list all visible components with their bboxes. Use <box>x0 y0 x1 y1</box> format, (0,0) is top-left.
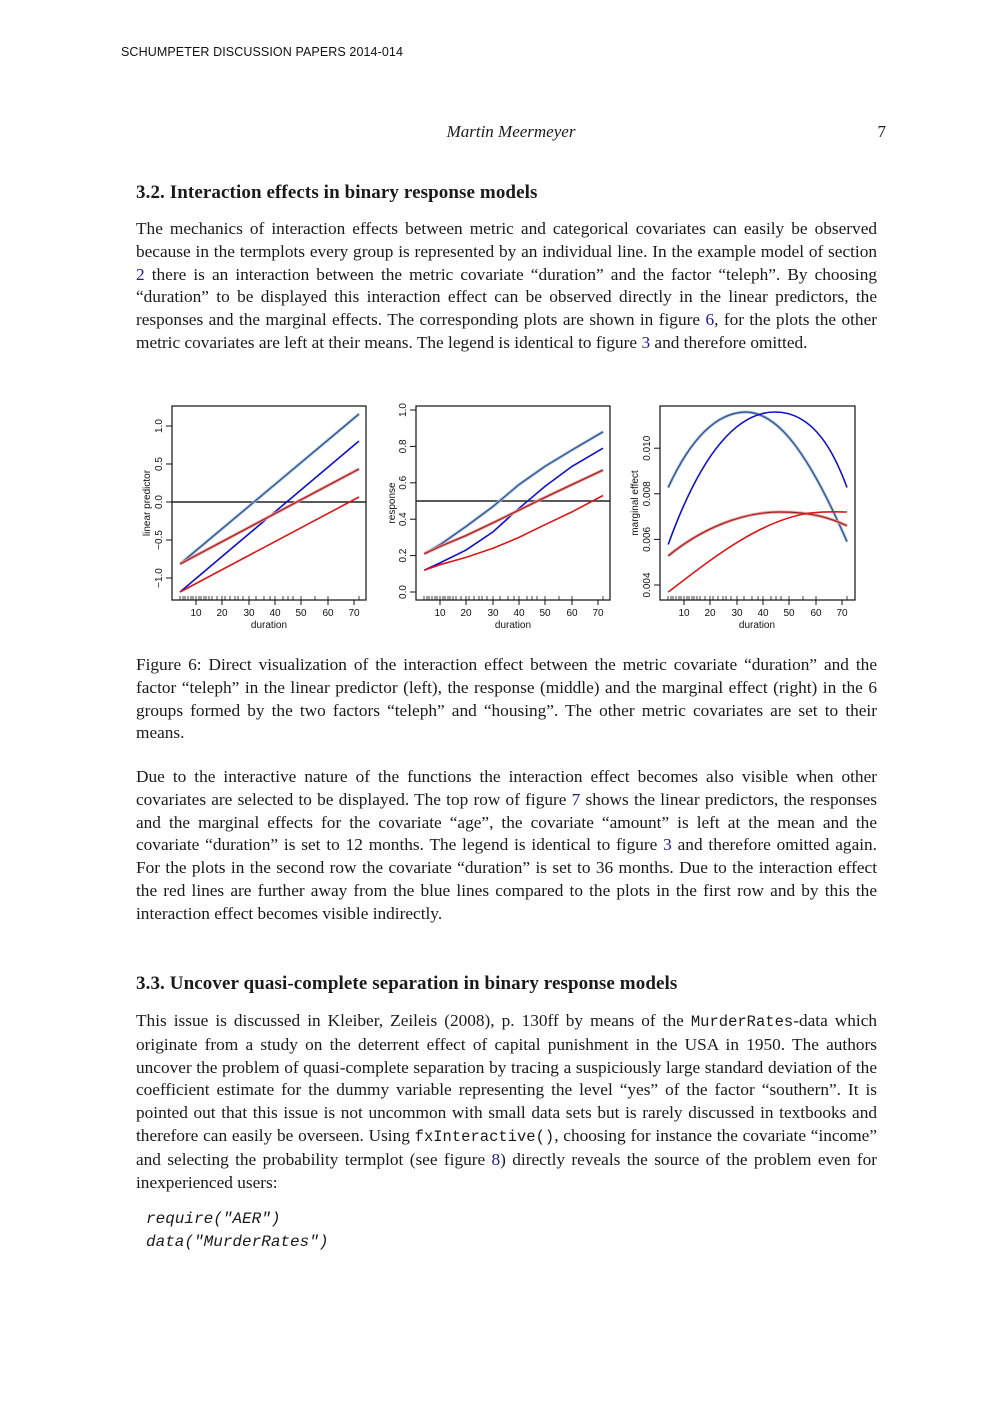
x-axis-label: duration <box>738 620 776 631</box>
xtick-label: 30 <box>487 608 499 619</box>
xtick-label: 40 <box>513 608 525 619</box>
xtick-label: 50 <box>539 608 551 619</box>
text: ) directly reveals the source of the problem even for inexperienced users: <box>136 1149 877 1192</box>
section-heading-3-2: 3.2. Interaction effects in binary response models <box>136 182 538 203</box>
ytick-label: −0.5 <box>154 530 165 550</box>
author-name: Martin Meermeyer <box>446 122 576 141</box>
ytick-label: 1.0 <box>154 419 165 433</box>
text: This issue is discussed in Kleiber, Zeileis (2008), p. 130ff by means of the <box>136 1011 691 1030</box>
ytick-label: 0.006 <box>642 526 653 552</box>
ytick-label: 0.0 <box>398 585 409 599</box>
series-line <box>424 496 603 571</box>
plot-marginal-effect <box>630 406 855 631</box>
paragraph-interaction-effects <box>136 218 877 355</box>
figure-ref-link[interactable]: 7 <box>571 789 581 809</box>
ytick-label: 0.004 <box>642 572 653 598</box>
text: , for the plots the other metric covariates are left at their means. The legend is identical to figure <box>136 310 877 352</box>
x-axis-label: duration <box>250 620 288 631</box>
xtick-label: 70 <box>592 608 604 619</box>
x-axis-label: duration <box>494 620 532 631</box>
ytick-label: 0.2 <box>398 548 409 563</box>
figure-ref-link[interactable]: 8 <box>491 1149 501 1169</box>
figure-ref-link[interactable]: 3 <box>663 835 672 855</box>
page-header <box>136 122 886 146</box>
code-inline: MurderRates <box>690 1013 794 1031</box>
xtick-label: 40 <box>269 608 281 619</box>
y-axis-label: linear predictor <box>142 469 153 537</box>
series-line <box>668 412 847 542</box>
xtick-label: 20 <box>460 608 472 619</box>
series-line <box>180 497 359 592</box>
plot-response <box>387 403 610 631</box>
xtick-label: 40 <box>757 608 769 619</box>
xtick-label: 10 <box>190 608 202 619</box>
series-line <box>668 412 847 545</box>
section-heading-3-3: 3.3. Uncover quasi-complete separation in binary response models <box>136 973 678 994</box>
figure-ref-link[interactable]: 6 <box>705 310 715 330</box>
section-ref-link[interactable]: 2 <box>136 264 145 284</box>
ytick-label: 0.8 <box>398 439 409 454</box>
paragraph-quasi-separation <box>136 1010 877 1194</box>
series-line <box>668 512 847 556</box>
y-axis-label: response <box>387 482 398 524</box>
xtick-label: 20 <box>216 608 228 619</box>
xtick-label: 70 <box>836 608 848 619</box>
text: Due to the interactive nature of the functions the interaction effect becomes also visible when other covariates are selected to be displayed. The top row of figure <box>136 767 877 809</box>
text: , choosing for instance the covariate “income” and selecting the probability termplot (see figure <box>136 1125 877 1169</box>
text: shows the linear predictors, the responses and the marginal effects for the covariate “age”, the covariate “amount” is left at the mean and the covariate “duration” is set to 12 months. The legend is identical to figure <box>136 789 877 855</box>
series-line <box>668 512 847 592</box>
xtick-label: 70 <box>348 608 360 619</box>
figure-ref-link[interactable]: 3 <box>641 332 651 352</box>
xtick-label: 20 <box>704 608 716 619</box>
code-line: data("MurderRates") <box>146 1232 329 1251</box>
xtick-label: 60 <box>810 608 822 619</box>
xtick-label: 10 <box>678 608 690 619</box>
xtick-label: 10 <box>434 608 446 619</box>
xtick-label: 50 <box>295 608 307 619</box>
paragraph-interactive-nature <box>136 766 877 926</box>
ytick-label: 0.4 <box>398 512 409 527</box>
xtick-label: 60 <box>566 608 578 619</box>
code-inline: fxInteractive() <box>414 1127 555 1146</box>
figure-6-plots <box>130 395 870 640</box>
xtick-label: 30 <box>243 608 255 619</box>
text: there is an interaction between the metric covariate “duration” and the factor “teleph”. By choosing “duration” to be displayed this interaction effect can be observed directly in the linear predictors, the responses and the marginal effects. The corresponding plots are shown in figure <box>136 264 877 330</box>
running-head: SCHUMPETER DISCUSSION PAPERS 2014-014 <box>121 45 404 59</box>
plot-linear-predictor <box>142 406 366 631</box>
xtick-label: 50 <box>783 608 795 619</box>
y-axis-label: marginal effect <box>630 470 641 536</box>
ytick-label: −1.0 <box>154 568 165 588</box>
figure-6 <box>130 395 870 640</box>
ytick-label: 0.010 <box>642 435 653 461</box>
code-block <box>146 1208 328 1253</box>
series-line <box>424 432 603 554</box>
text: -data which originate from a study on the deterrent effect of capital punishment in the USA in 1950. The authors uncover the problem of quasi-complete separation by tracing a suspiciously large standard deviation of the coefficient estimate for the dummy variable representing the level “yes” of the factor “southern”. It is pointed out that this issue is not uncommon with small data sets but is rarely discussed in textbooks and therefore can easily be overseen. Using <box>136 1011 878 1145</box>
text: and therefore omitted again. For the plots in the second row the covariate “duration” is set to 36 months. Due to the interaction effect the red lines are further away from the blue lines compared to the plots in the first row and by this the interaction effect becomes visible indirectly. <box>136 835 877 923</box>
xtick-label: 60 <box>322 608 334 619</box>
code-line: require("AER") <box>146 1210 281 1228</box>
xtick-label: 30 <box>731 608 743 619</box>
ytick-label: 0.6 <box>398 475 409 490</box>
page-number: 7 <box>877 122 886 141</box>
text: The mechanics of interaction effects between metric and categorical covariates can easily be observed because in the termplots every group is represented by an individual line. In the example model of section <box>136 219 877 261</box>
ytick-label: 0.5 <box>154 457 165 471</box>
figure-6-caption: Figure 6: Direct visualization of the interaction effect between the metric covariate “duration” and the factor “teleph” in the linear predictor (left), the response (middle) and the marginal effect (right) in the 6 groups formed by the two factors “teleph” and “housing”. The other metric covariates are set to their means. <box>136 655 877 743</box>
ytick-label: 0.008 <box>642 481 653 507</box>
text: and therefore omitted. <box>650 332 808 352</box>
ytick-label: 1.0 <box>398 403 409 417</box>
ytick-label: 0.0 <box>154 495 165 509</box>
